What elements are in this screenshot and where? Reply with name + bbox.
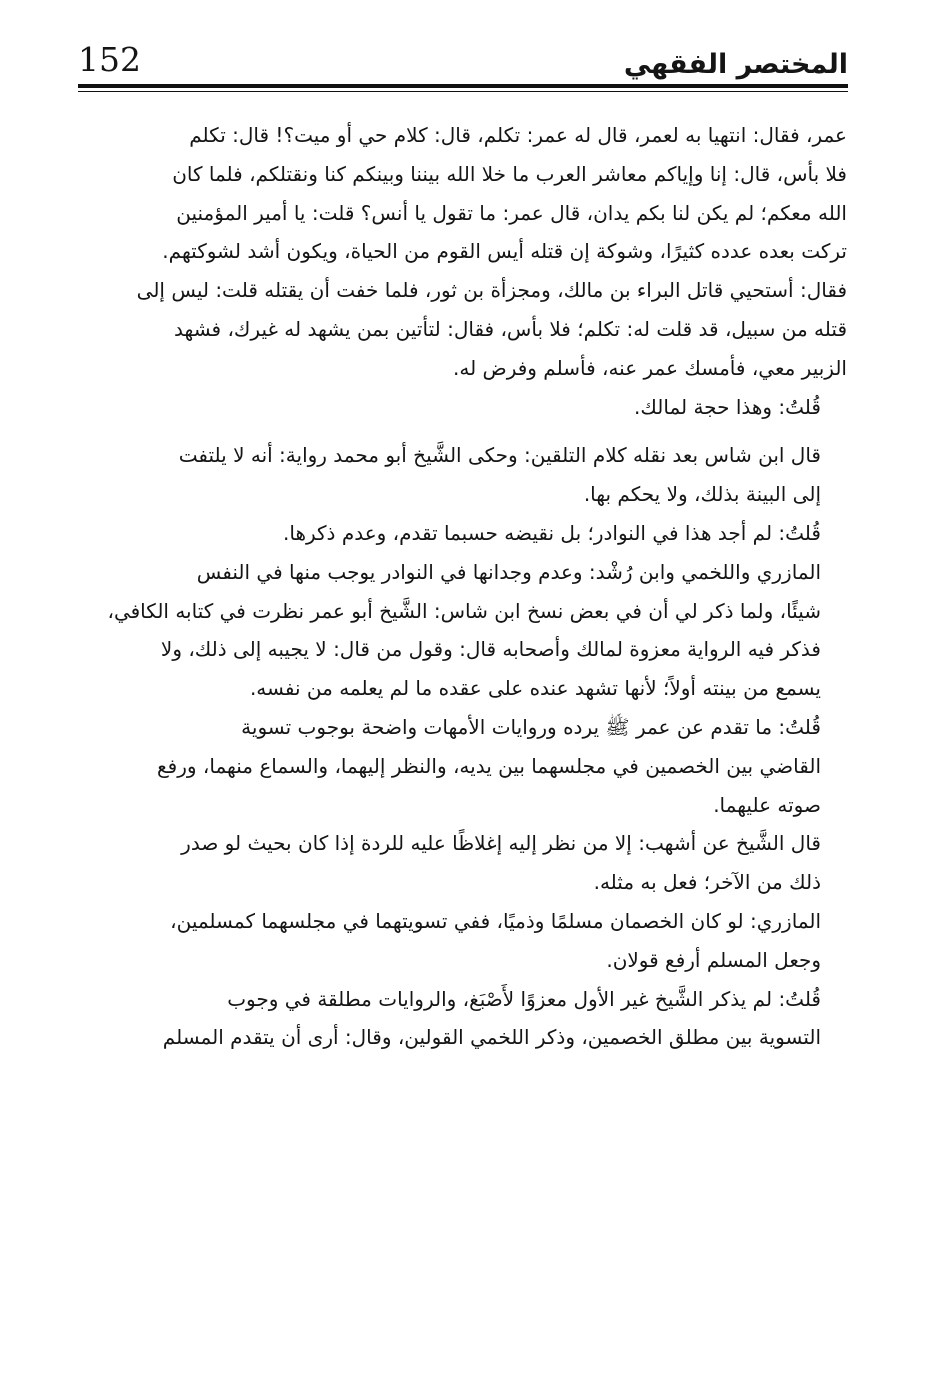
text-line: قُلتُ: لم يذكر الشَّيخ غير الأول معزوًا لأَصْبَغ، والروايات مطلقة في وجوب: [227, 986, 821, 1011]
text-line: تركت بعده عدده كثيرًا، وشوكة إن قتله أيس القوم من الحياة، ويكون أشد لشوكتهم.: [162, 239, 847, 264]
text-line: قُلتُ: لم أجد هذا في النوادر؛ بل نقيضه حسبما تقدم، وعدم ذكرها.: [283, 520, 821, 545]
paragraph-9: [79, 980, 847, 1058]
page-header: [78, 34, 848, 90]
header-rule: [78, 84, 848, 88]
book-title: المختصر الفقهي: [623, 49, 848, 80]
paragraph-6: [79, 708, 847, 824]
text-line: وجعل المسلم أرفع قولان.: [606, 947, 821, 972]
text-line: الزبير معي، فأمسك عمر عنه، فأسلم وفرض له.: [452, 355, 847, 380]
text-line: قتله من سبيل، قد قلت له: تكلم؛ فلا بأس، فقال: لتأتين بمن يشهد له غيرك، فشهد: [174, 316, 847, 341]
text-line: فقال: أستحيي قاتل البراء بن مالك، ومجزأة بن ثور، فلما خفت أن يقتله قلت: ليس إلى: [136, 278, 847, 303]
text-line: عمر، فقال: انتهيا به لعمر، قال له عمر: تكلم، قال: كلام حي أو ميت؟! قال: تكلم: [189, 123, 847, 147]
text-line: قال ابن شاس بعد نقله كلام التلقين: وحكى الشَّيخ أبو محمد رواية: أنه لا يلتفت: [178, 443, 821, 468]
text-line: فذكر فيه الرواية معزوة لمالك وأصحابه قال: وقول من قال: لا يجيبه إلى ذلك، ولا: [160, 637, 821, 662]
header-rule-thin: [78, 91, 848, 92]
text-line: القاضي بين الخصمين في مجلسهما بين يديه، والنظر إليهما، والسماع منهما، ورفع: [157, 753, 821, 778]
text-line: إلى البينة بذلك، ولا يحكم بها.: [583, 482, 821, 507]
page-number: 152: [78, 40, 141, 79]
paragraph-3: [79, 436, 847, 514]
text-line: ذلك من الآخر؛ فعل به مثله.: [593, 870, 821, 895]
page-text: [79, 116, 847, 1057]
paragraph-4: [79, 514, 847, 553]
text-line: صوته عليهما.: [713, 792, 821, 817]
text-line: فلا بأس، قال: إنا وإياكم معاشر العرب ما خلا الله بيننا وبينكم كنا ونقتلكم، فلما كان: [172, 161, 847, 186]
paragraph-2: [79, 388, 847, 427]
paragraph-5: [79, 553, 847, 708]
text-line: التسوية بين مطلق الخصمين، وذكر اللخمي القولين، وقال: أرى أن يتقدم المسلم: [162, 1025, 821, 1050]
text-line: المازري واللخمي وابن رُشْد: وعدم وجدانها في النوادر يوجب منها في النفس: [196, 559, 821, 584]
text-line: قُلتُ: ما تقدم عن عمر ﷺ يرده وروايات الأمهات واضحة بوجوب تسوية: [241, 714, 821, 739]
text-line: المازري: لو كان الخصمان مسلمًا وذميًا، ففي تسويتهما في مجلسهما كمسلمين،: [170, 908, 821, 933]
paragraph-1: [79, 116, 847, 388]
text-line: قُلتُ: وهذا حجة لمالك.: [634, 394, 821, 419]
text-line: شيئًا، ولما ذكر لي أن في بعض نسخ ابن شاس: الشَّيخ أبو عمر نظرت في كتابه الكافي،: [107, 598, 821, 623]
paragraph-8: [79, 902, 847, 980]
text-line: يسمع من بينته أولاً؛ لأنها تشهد عنده على عقده ما لم يعلمه من نفسه.: [249, 676, 821, 701]
paragraph-7: [79, 824, 847, 902]
text-line: الله معكم؛ لم يكن لنا بكم يدان، قال عمر: ما تقول يا أنس؟ قلت: يا أمير المؤمنين: [176, 200, 847, 225]
text-line: قال الشَّيخ عن أشهب: إلا من نظر إليه إغلاظًا عليه للردة إذا كان بحيث لو صدر: [181, 831, 821, 856]
